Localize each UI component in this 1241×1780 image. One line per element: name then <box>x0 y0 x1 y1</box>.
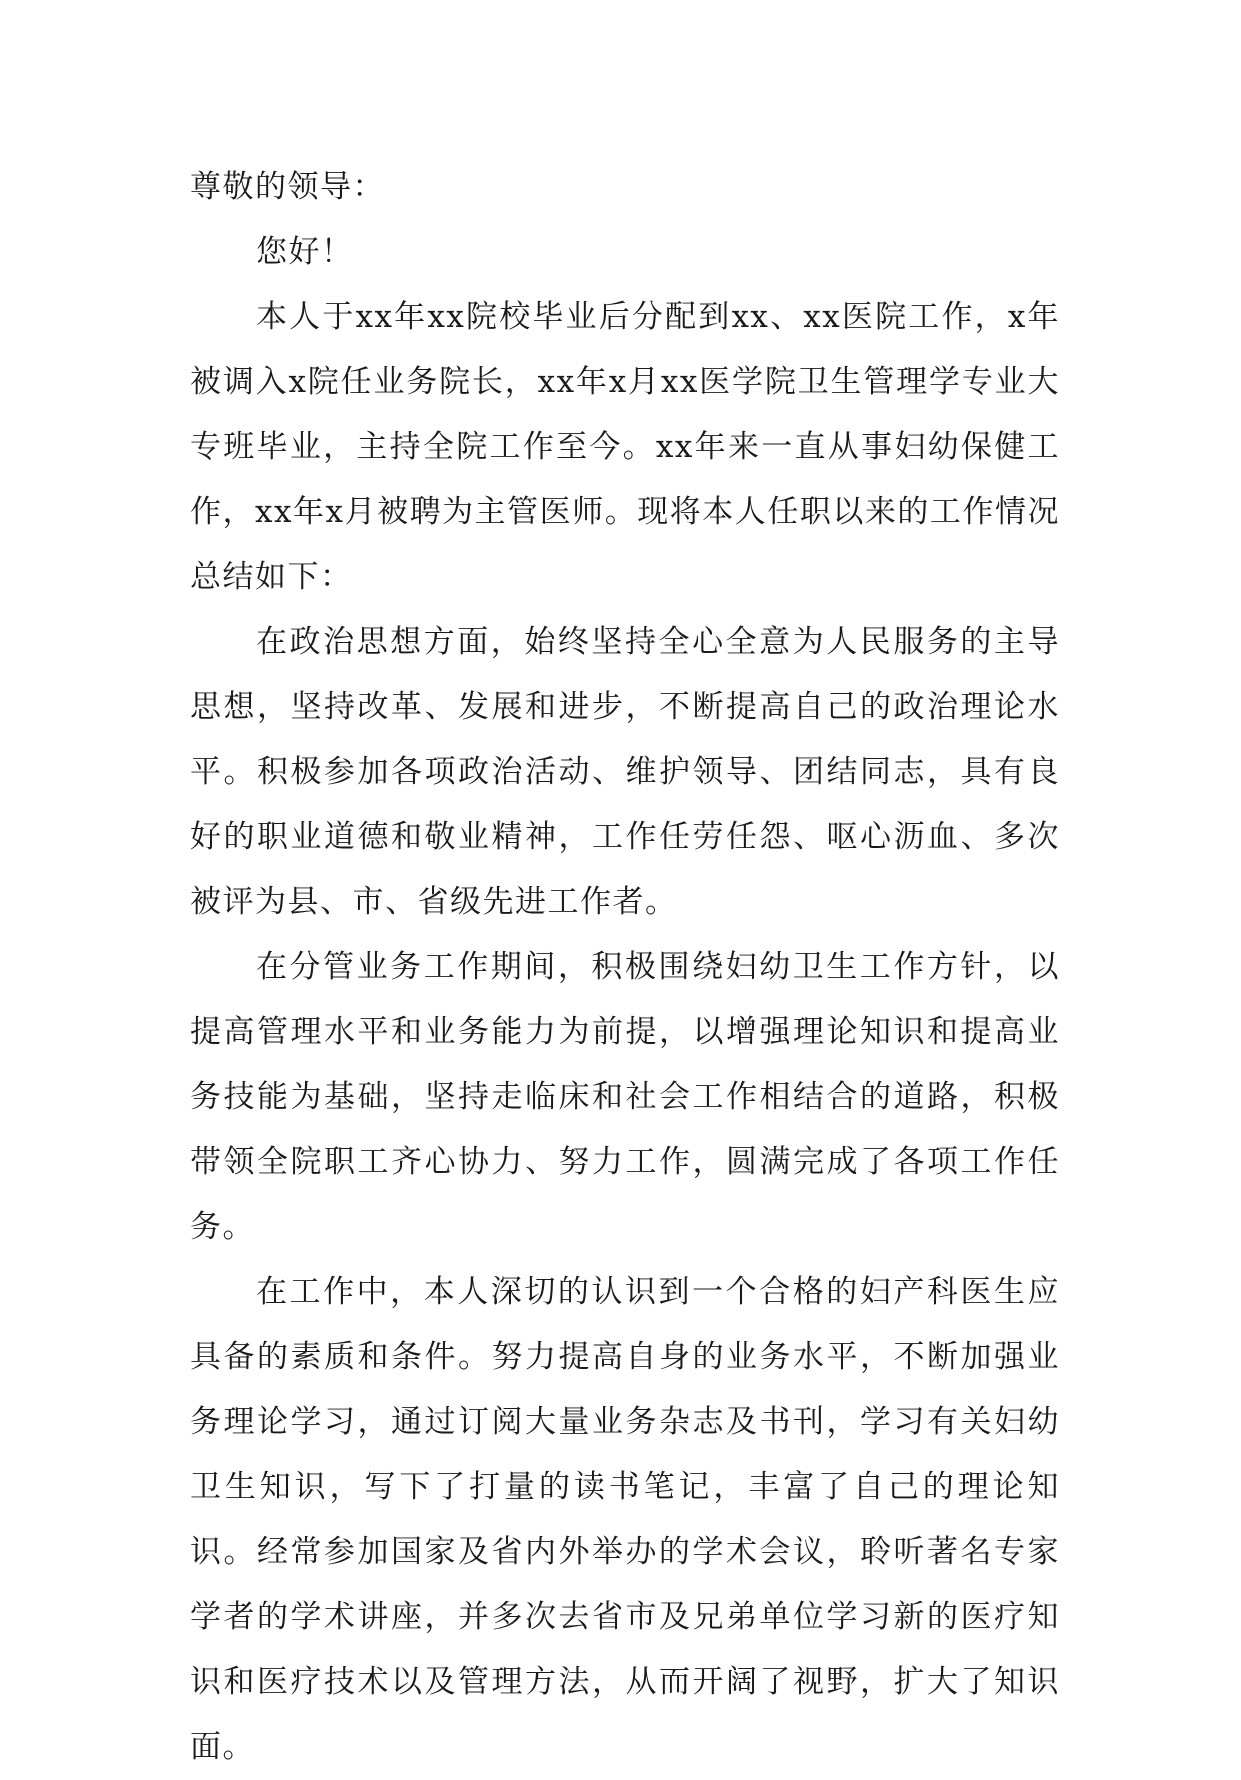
greeting: 您好！ <box>256 234 354 270</box>
paragraph-professional-learning: 在工作中，本人深切的认识到一个合格的妇产科医生应具备的素质和条件。努力提高自身的业务水平，不断加强业务理论学习，通过订阅大量业务杂志及书刊，学习有关妇幼卫生知识，写下了打量的读书笔记，丰富了自己的理论知识。经常参加国家及省内外举办的学术会议，聆听著名专家学者的学术讲座，并多次去省市及兄弟单位学习新的医疗知识和医疗技术以及管理方法，从而开阔了视野，扩大了知识面。 <box>190 1274 1060 1765</box>
salutation: 尊敬的领导： <box>190 169 385 205</box>
document-body <box>190 155 1060 1780</box>
paragraph-intro: 本人于xx年xx院校毕业后分配到xx、xx医院工作，x年被调入x院任业务院长，xx年x月xx医学院卫生管理学专业大专班毕业，主持全院工作至今。xx年来一直从事妇幼保健工作，xx年x月被聘为主管医师。现将本人任职以来的工作情况总结如下： <box>190 299 1060 595</box>
paragraph-business-management: 在分管业务工作期间，积极围绕妇幼卫生工作方针，以提高管理水平和业务能力为前提，以增强理论知识和提高业务技能为基础，坚持走临床和社会工作相结合的道路，积极带领全院职工齐心协力、努力工作，圆满完成了各项工作任务。 <box>190 949 1060 1245</box>
paragraph-political-thought: 在政治思想方面，始终坚持全心全意为人民服务的主导思想，坚持改革、发展和进步，不断提高自己的政治理论水平。积极参加各项政治活动、维护领导、团结同志，具有良好的职业道德和敬业精神，工作任劳任怨、呕心沥血、多次被评为县、市、省级先进工作者。 <box>190 624 1060 920</box>
